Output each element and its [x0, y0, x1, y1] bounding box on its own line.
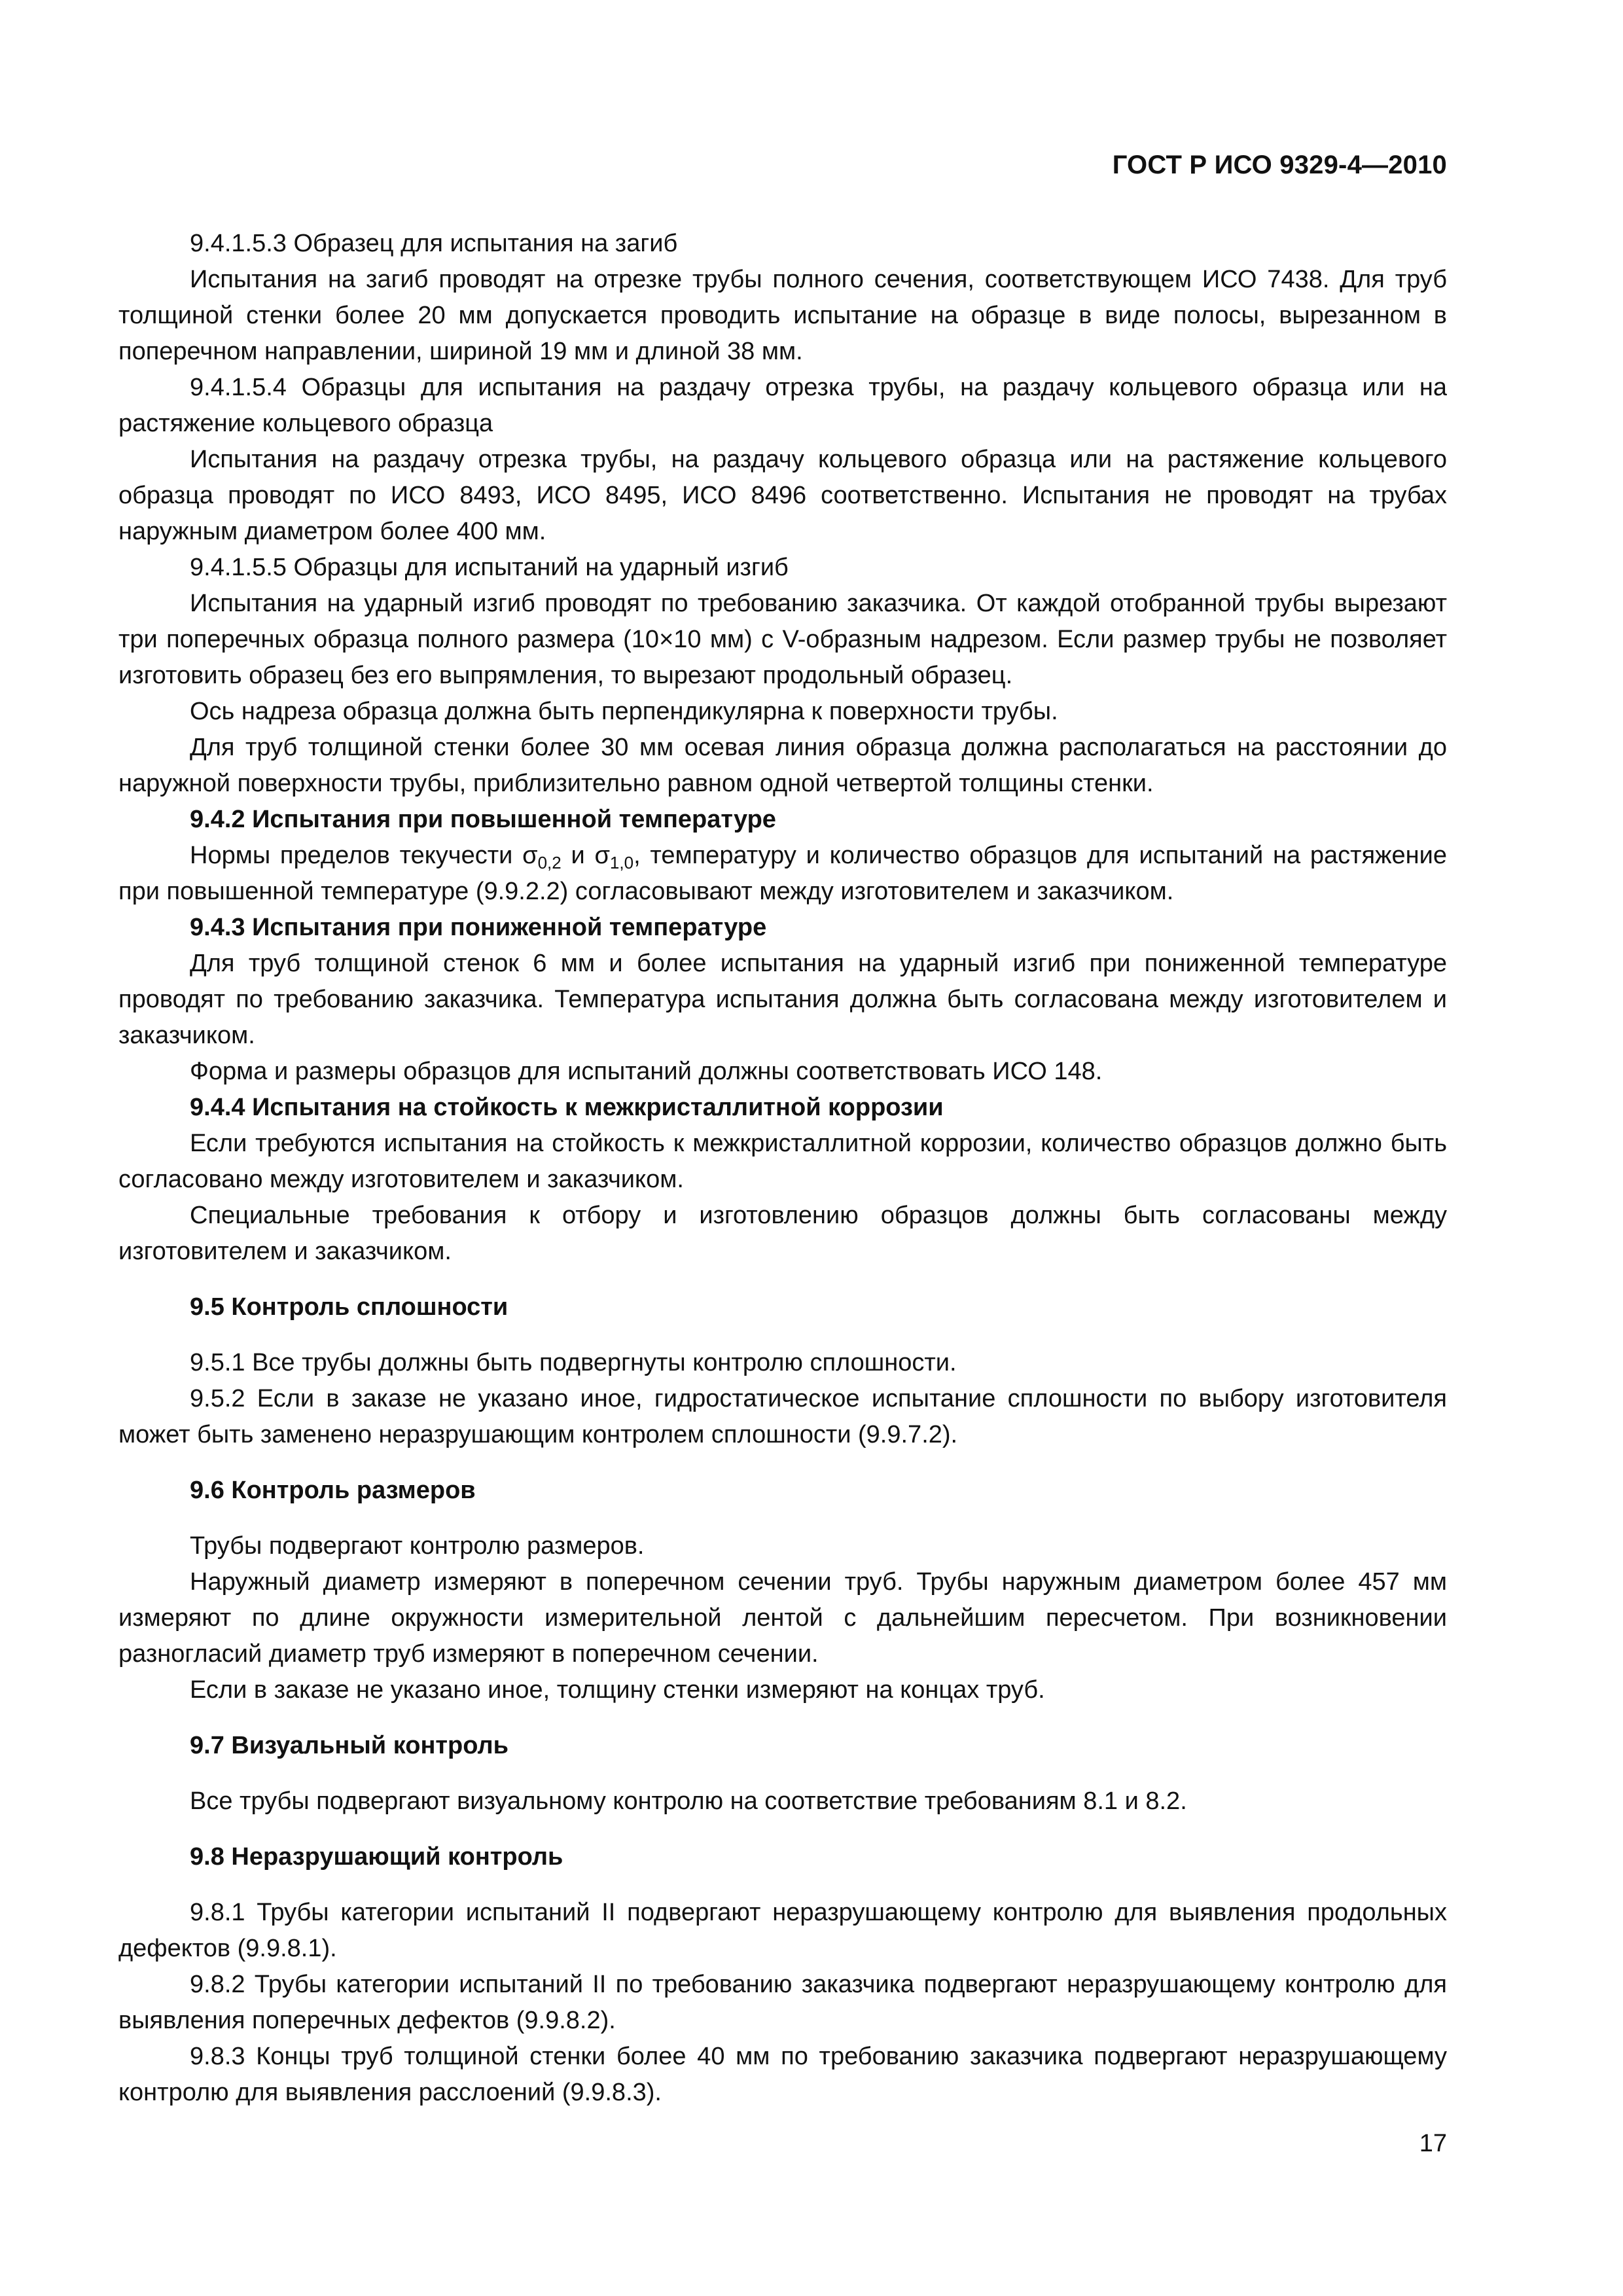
paragraph: Специальные требования к отбору и изготовлению образцов должны быть согласованы между изготовителем и заказчиком. — [118, 1202, 1447, 1265]
clause-9-4-1-5-3-title: 9.4.1.5.3 Образец для испытания на загиб — [190, 230, 678, 257]
paragraph: Испытания на загиб проводят на отрезке трубы полного сечения, соответствующем ИСО 7438. Для труб толщиной стенки более 20 мм допускается проводить испытание на образце в виде полосы, вырезанном в поперечном направлении, шириной 19 мм и длиной 38 мм. — [118, 266, 1447, 365]
document-body — [118, 226, 1447, 2111]
paragraph: Для труб толщиной стенки более 30 мм осевая линия образца должна располагаться на расстоянии до наружной поверхности трубы, приблизительно равном одной четвертой толщины стенки. — [118, 734, 1447, 797]
paragraph: 9.8.2 Трубы категории испытаний II по требованию заказчика подвергают неразрушающему контролю для выявления поперечных дефектов (9.9.8.2). — [118, 1971, 1447, 2034]
clause-9-4-1-5-4-title: 9.4.1.5.4 Образцы для испытания на раздачу отрезка трубы, на раздачу кольцевого образца или на растяжение кольцевого образца — [118, 374, 1447, 437]
paragraph: Наружный диаметр измеряют в поперечном сечении труб. Трубы наружным диаметром более 457 мм измеряют по длине окружности измерительной лентой с дальнейшим пересчетом. При возникновении разногласий диаметр труб измеряют в поперечном сечении. — [118, 1568, 1447, 1668]
paragraph: Если в заказе не указано иное, толщину стенки измеряют на концах труб. — [190, 1676, 1045, 1704]
paragraph: Испытания на раздачу отрезка трубы, на раздачу кольцевого образца или на растяжение кольцевого образца проводят по ИСО 8493, ИСО 8495, ИСО 8496 соответственно. Испытания не проводят на трубах наружным диаметром более 400 мм. — [118, 446, 1447, 545]
paragraph: 9.8.3 Концы труб толщиной стенки более 40 мм по требованию заказчика подвергают неразрушающему контролю для выявления расслоений (9.9.8.3). — [118, 2043, 1447, 2106]
paragraph: Трубы подвергают контролю размеров. — [190, 1532, 645, 1560]
text-segment: , температуру и количество образцов для испытаний на растяжение при повышенной температуре (9.9.2.2) согласовывают между изготовителем и заказчиком. — [118, 842, 1447, 905]
text-segment: и σ — [561, 842, 610, 869]
paragraph: Если требуются испытания на стойкость к межкристаллитной коррозии, количество образцов должно быть согласовано между изготовителем и заказчиком. — [118, 1130, 1447, 1193]
section-heading-9-4-4: 9.4.4 Испытания на стойкость к межкристаллитной коррозии — [190, 1094, 944, 1121]
section-heading-9-6: 9.6 Контроль размеров — [190, 1477, 476, 1504]
paragraph: 9.8.1 Трубы категории испытаний II подвергают неразрушающему контролю для выявления продольных дефектов (9.9.8.1). — [118, 1899, 1447, 1962]
subscript: 0,2 — [537, 853, 562, 872]
paragraph: Форма и размеры образцов для испытаний должны соответствовать ИСО 148. — [190, 1058, 1103, 1085]
page-number: 17 — [1419, 2130, 1447, 2157]
standard-designation: ГОСТ Р ИСО 9329-4—2010 — [1112, 151, 1447, 179]
subscript: 1,0 — [609, 853, 634, 872]
paragraph: 9.5.1 Все трубы должны быть подвергнуты контролю сплошности. — [190, 1349, 957, 1376]
text-segment: Нормы пределов текучести σ — [190, 842, 538, 869]
paragraph: Испытания на ударный изгиб проводят по требованию заказчика. От каждой отобранной трубы вырезают три поперечных образца полного размера (10×10 мм) с V-образным надрезом. Если размер трубы не позволяет изготовить образец без его выпрямления, то вырезают продольный образец. — [118, 590, 1447, 689]
paragraph-yield-strength — [118, 838, 1447, 910]
section-heading-9-7: 9.7 Визуальный контроль — [190, 1732, 508, 1759]
paragraph: Ось надреза образца должна быть перпендикулярна к поверхности трубы. — [190, 698, 1058, 725]
section-heading-9-4-2: 9.4.2 Испытания при повышенной температуре — [190, 806, 776, 833]
section-heading-9-5: 9.5 Контроль сплошности — [190, 1293, 508, 1321]
paragraph: Все трубы подвергают визуальному контролю на соответствие требованиям 8.1 и 8.2. — [190, 1787, 1187, 1815]
section-heading-9-4-3: 9.4.3 Испытания при пониженной температуре — [190, 914, 767, 941]
paragraph: 9.5.2 Если в заказе не указано иное, гидростатическое испытание сплошности по выбору изготовителя может быть заменено неразрушающим контролем сплошности (9.9.7.2). — [118, 1385, 1447, 1448]
clause-9-4-1-5-5-title: 9.4.1.5.5 Образцы для испытаний на ударный изгиб — [190, 554, 789, 581]
paragraph: Для труб толщиной стенок 6 мм и более испытания на ударный изгиб при пониженной температуре проводят по требованию заказчика. Температура испытания должна быть согласована между изготовителем и заказчиком. — [118, 950, 1447, 1049]
section-heading-9-8: 9.8 Неразрушающий контроль — [190, 1843, 563, 1871]
